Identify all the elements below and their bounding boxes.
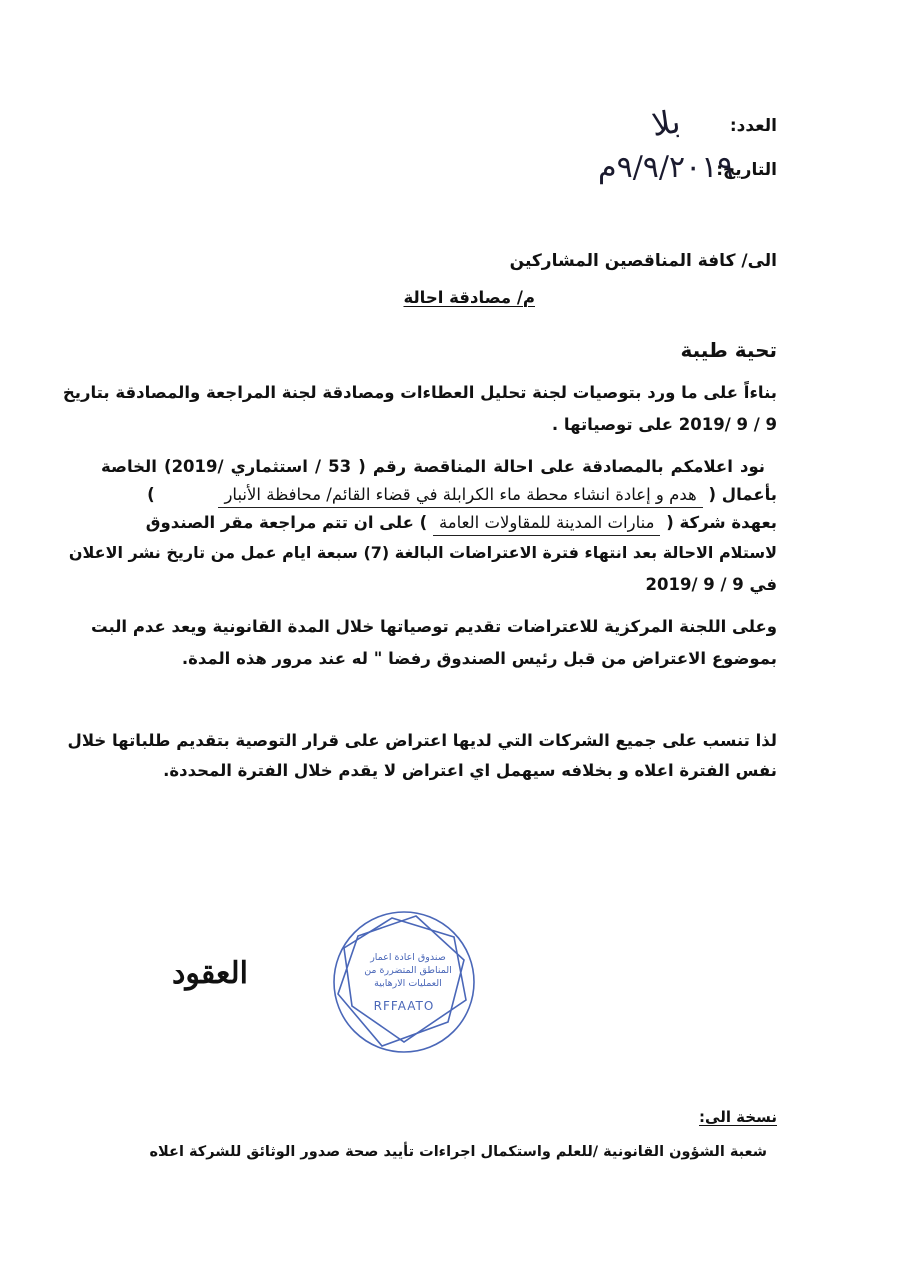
paragraph3-line2: بموضوع الاعتراض من قبل رئيس الصندوق رفضا " له عند مرور هذه المدة. bbox=[181, 649, 777, 668]
subject: م/ مصادقة احالة bbox=[403, 288, 535, 307]
number-row bbox=[730, 116, 777, 142]
paragraph2-line2 bbox=[147, 484, 777, 508]
company-suffix: ) على ان تتم مراجعة مقر الصندوق bbox=[145, 513, 428, 532]
recipient: الى/ كافة المناقصين المشاركين bbox=[509, 251, 777, 271]
paragraph4-line2: نفس الفترة اعلاه و بخلافه سيهمل اي اعتراض لا يقدم خلال الفترة المحددة. bbox=[163, 761, 777, 780]
official-stamp bbox=[330, 908, 478, 1056]
stamp-line3: العمليات الارهابية bbox=[374, 978, 442, 989]
copy-to: شعبة الشؤون القانونية /للعلم واستكمال اجراءات تأييد صحة صدور الوثائق للشركة اعلاه bbox=[149, 1144, 767, 1160]
stamp-line2: المناطق المتضررة من bbox=[364, 965, 452, 976]
paragraph4-line1: لذا تنسب على جميع الشركات التي لديها اعتراض على قرار التوصية بتقديم طلباتها خلال bbox=[67, 731, 777, 750]
works-prefix: بأعمال ( bbox=[708, 485, 777, 504]
number-value: بلا bbox=[649, 102, 683, 144]
number-label: العدد: bbox=[729, 116, 777, 136]
stamp-line1: صندوق اعادة اعمار bbox=[370, 952, 446, 963]
company-name: منارات المدينة للمقاولات العامة bbox=[433, 512, 661, 536]
project-name: هدم و إعادة انشاء محطة ماء الكرابلة في قضاء القائم/ محافظة الأنبار bbox=[218, 484, 702, 508]
paragraph3-line1: وعلى اللجنة المركزية للاعتراضات تقديم توصياتها خلال المدة القانونية ويعد عدم البت bbox=[91, 617, 777, 636]
stamp-text bbox=[364, 952, 452, 1013]
date-label: التاريخ: bbox=[716, 160, 777, 180]
stamp-code: RFFAATO bbox=[373, 999, 435, 1013]
paragraph2-line3 bbox=[146, 512, 777, 536]
copy-label: نسخة الى: bbox=[699, 1108, 777, 1126]
paragraph2-line1: نود اعلامكم بالمصادقة على احالة المناقصة رقم ( 53 / استثماري /2019) الخاصة bbox=[101, 457, 765, 476]
signature: العقود bbox=[172, 956, 248, 991]
works-suffix: ) bbox=[147, 485, 155, 504]
company-prefix: بعهدة شركة ( bbox=[666, 513, 777, 532]
paragraph2-line5: في 9 / 9 /2019 bbox=[645, 575, 777, 594]
paragraph1-line2: 9 / 9 /2019 على توصياتها . bbox=[551, 415, 777, 434]
date-value: ٩/٩/٢٠١٩م bbox=[598, 150, 734, 185]
greeting: تحية طيبة bbox=[680, 338, 777, 362]
paragraph1-line1: بناءاً على ما ورد بتوصيات لجنة تحليل العطاءات ومصادقة لجنة المراجعة والمصادقة بتاريخ bbox=[62, 383, 777, 402]
paragraph2-line4: لاستلام الاحالة بعد انتهاء فترة الاعتراضات البالغة (7) سبعة ايام عمل من تاريخ نشر الاعلان bbox=[68, 543, 777, 562]
